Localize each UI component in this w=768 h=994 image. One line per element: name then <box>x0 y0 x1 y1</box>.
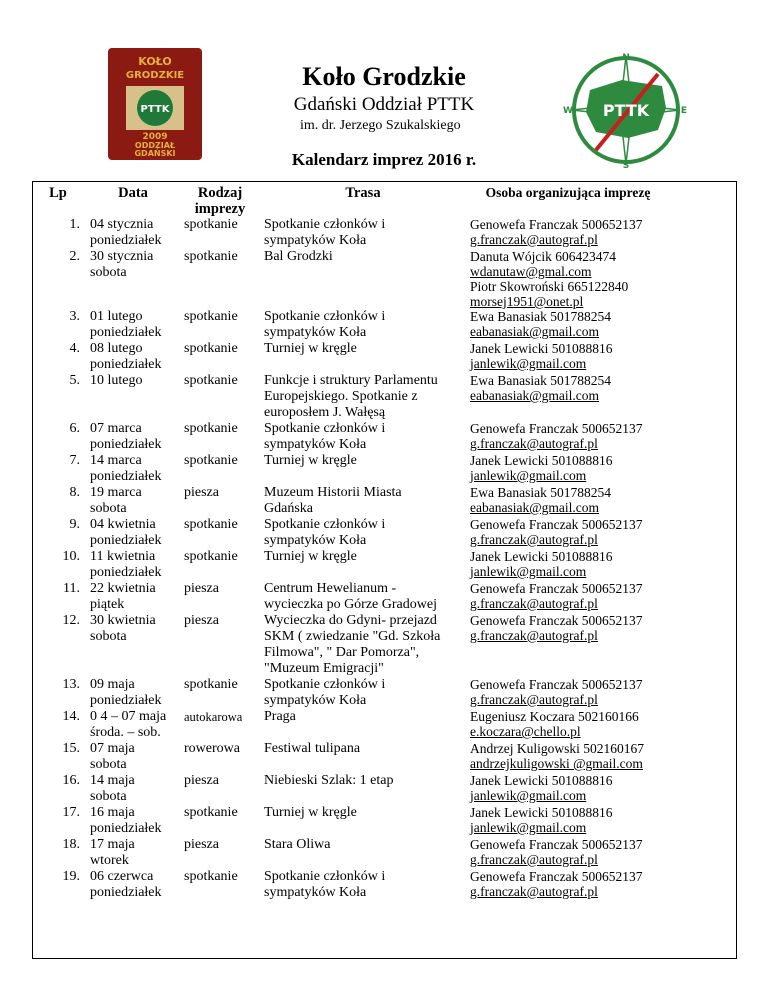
cell-osoba <box>466 309 670 341</box>
cell-data-line: 06 czerwca <box>90 869 154 884</box>
cell-data-line: sobota <box>90 501 127 516</box>
table-row <box>32 309 670 341</box>
cell-data <box>86 709 180 741</box>
cell-data-line: 16 maja <box>90 805 135 820</box>
cell-data <box>86 249 180 309</box>
cell-data-line: 19 marca <box>90 485 142 500</box>
cell-trasa-line: Festiwal tulipana <box>264 741 361 756</box>
cell-lp: 7. <box>69 453 80 468</box>
table-row <box>32 421 670 453</box>
cell-osoba-name: Ewa Banasiak 501788254 <box>470 485 611 500</box>
cell-trasa-line: sympatyków Koła <box>264 325 367 340</box>
cell-rodzaj: spotkanie <box>184 517 238 532</box>
email-link[interactable]: eabanasiak@gmail.com <box>470 388 600 403</box>
table-row <box>32 869 670 901</box>
table-row <box>32 613 670 677</box>
cell-data-line: 09 maja <box>90 677 135 692</box>
cell-data <box>86 741 180 773</box>
cell-osoba-name: Piotr Skowroński 665122840 <box>470 279 629 294</box>
cell-lp: 8. <box>69 485 80 500</box>
cell-osoba-name: Janek Lewicki 501088816 <box>470 773 613 788</box>
cell-trasa-line: Turniej w kręgle <box>264 549 357 564</box>
cell-trasa <box>260 837 466 869</box>
logo-left-year: 2009 <box>142 132 168 142</box>
cell-osoba-name: Genowefa Franczak 500652137 <box>470 581 643 596</box>
cell-rodzaj: spotkanie <box>184 805 238 820</box>
cell-osoba-name: Genowefa Franczak 500652137 <box>470 677 643 692</box>
cell-trasa <box>260 741 466 773</box>
cell-data <box>86 421 180 453</box>
cell-data-line: 07 maja <box>90 741 135 756</box>
cell-trasa-line: Praga <box>264 709 296 724</box>
page-subtitle-patron: im. dr. Jerzego Szukalskiego <box>300 118 461 133</box>
email-link[interactable]: g.franczak@autograf.pl <box>470 692 598 707</box>
cell-trasa <box>260 421 466 453</box>
email-link[interactable]: e.koczara@chello.pl <box>470 724 581 739</box>
cell-data-line: sobota <box>90 757 127 772</box>
cell-lp: 19. <box>62 869 80 884</box>
cell-rodzaj: spotkanie <box>184 217 238 232</box>
cell-rodzaj: spotkanie <box>184 341 238 356</box>
cell-data-line: poniedziałek <box>90 469 162 484</box>
cell-osoba <box>466 837 670 869</box>
cell-trasa-line: Bal Grodzki <box>264 249 333 264</box>
header-osoba: Osoba organizująca imprezę <box>485 185 651 200</box>
cell-data-line: 10 lutego <box>90 373 143 388</box>
cell-data-line: 01 lutego <box>90 309 143 324</box>
cell-rodzaj: rowerowa <box>184 741 240 756</box>
cell-osoba <box>466 341 670 373</box>
cell-data <box>86 677 180 709</box>
table-row <box>32 517 670 549</box>
cell-data <box>86 773 180 805</box>
cell-osoba-name: Genowefa Franczak 500652137 <box>470 217 643 232</box>
cell-lp: 4. <box>69 341 80 356</box>
compass-n: N <box>622 53 630 63</box>
cell-data-line: sobota <box>90 789 127 804</box>
cell-trasa-line: Funkcje i struktury Parlamentu <box>264 373 438 388</box>
cell-trasa <box>260 805 466 837</box>
cell-osoba-name: Andrzej Kuligowski 502160167 <box>470 741 644 756</box>
cell-data-line: 30 kwietnia <box>90 613 156 628</box>
cell-lp: 10. <box>62 549 80 564</box>
table-row <box>32 581 670 613</box>
cell-rodzaj: spotkanie <box>184 453 238 468</box>
cell-trasa-line: Turniej w kręgle <box>264 805 357 820</box>
cell-osoba-name: Eugeniusz Koczara 502160166 <box>470 709 639 724</box>
email-link[interactable]: g.franczak@autograf.pl <box>470 852 598 867</box>
cell-data <box>86 581 180 613</box>
cell-trasa-line: Spotkanie członków i <box>264 677 386 692</box>
cell-osoba <box>466 581 670 613</box>
email-link[interactable]: janlewik@gmail.com <box>470 564 587 579</box>
cell-data-line: poniedziałek <box>90 693 162 708</box>
table-row <box>32 773 670 805</box>
cell-osoba-name: Janek Lewicki 501088816 <box>470 549 613 564</box>
cell-data-line: 04 stycznia <box>90 217 154 232</box>
email-link[interactable]: eabanasiak@gmail.com <box>470 324 600 339</box>
document-header <box>0 0 768 180</box>
cell-lp: 11. <box>63 581 80 596</box>
cell-trasa-line: Spotkanie członków i <box>264 421 386 436</box>
table-row <box>32 837 670 869</box>
header-rodzaj: Rodzaj imprezy <box>194 185 246 217</box>
cell-data-line: wtorek <box>90 853 129 868</box>
cell-data-line: poniedziałek <box>90 437 162 452</box>
table-row <box>32 805 670 837</box>
cell-trasa-line: Filmowa", " Dar Pomorza", <box>264 645 420 660</box>
table-row <box>32 249 670 309</box>
cell-osoba <box>466 709 670 741</box>
header-data: Data <box>118 185 148 201</box>
cell-osoba-name: Ewa Banasiak 501788254 <box>470 373 611 388</box>
cell-data-line: sobota <box>90 265 127 280</box>
email-link[interactable]: eabanasiak@gmail.com <box>470 500 600 515</box>
cell-trasa-line: europosłem J. Wałęsą <box>264 405 386 420</box>
cell-osoba-name: Genowefa Franczak 500652137 <box>470 869 643 884</box>
logo-left-line4: GDAŃSKI <box>134 149 176 158</box>
cell-trasa <box>260 869 466 901</box>
cell-trasa <box>260 517 466 549</box>
cell-rodzaj: spotkanie <box>184 309 238 324</box>
cell-rodzaj: spotkanie <box>184 549 238 564</box>
header-lp: Lp <box>49 185 67 201</box>
cell-trasa <box>260 485 466 517</box>
cell-data-line: 04 kwietnia <box>90 517 156 532</box>
cell-lp: 5. <box>69 373 80 388</box>
cell-data-line: 30 stycznia <box>90 249 154 264</box>
cell-data <box>86 309 180 341</box>
cell-osoba <box>466 741 670 773</box>
header-trasa: Trasa <box>345 185 381 201</box>
cell-trasa <box>260 773 466 805</box>
cell-osoba-name: Genowefa Franczak 500652137 <box>470 613 643 628</box>
cell-rodzaj: piesza <box>184 837 219 852</box>
email-link[interactable]: andrzejkuligowski @gmail.com <box>470 756 643 771</box>
cell-data <box>86 805 180 837</box>
cell-data-line: poniedziałek <box>90 565 162 580</box>
cell-trasa <box>260 341 466 373</box>
cell-trasa-line: Wycieczka do Gdyni- przejazd <box>264 613 437 628</box>
cell-rodzaj: piesza <box>184 485 219 500</box>
cell-osoba <box>466 805 670 837</box>
cell-trasa <box>260 373 466 421</box>
cell-lp: 13. <box>62 677 80 692</box>
cell-lp: 3. <box>69 309 80 324</box>
cell-osoba <box>466 373 670 421</box>
cell-osoba <box>466 869 670 901</box>
email-link[interactable]: g.franczak@autograf.pl <box>470 628 598 643</box>
cell-osoba-name: Janek Lewicki 501088816 <box>470 341 613 356</box>
compass-s: S <box>622 161 630 170</box>
cell-rodzaj: spotkanie <box>184 249 238 264</box>
cell-data-line: poniedziałek <box>90 325 162 340</box>
table-body <box>32 217 670 901</box>
cell-trasa <box>260 709 466 741</box>
cell-osoba <box>466 249 670 309</box>
cell-trasa <box>260 613 466 677</box>
table-row <box>32 373 670 421</box>
table-row <box>32 549 670 581</box>
cell-trasa-line: Turniej w kręgle <box>264 341 357 356</box>
cell-trasa-line: "Muzeum Emigracji" <box>264 661 384 676</box>
email-link[interactable]: g.franczak@autograf.pl <box>470 532 598 547</box>
cell-data <box>86 453 180 485</box>
cell-trasa-line: Muzeum Historii Miasta <box>264 485 402 500</box>
cell-data <box>86 341 180 373</box>
cell-data-line: piątek <box>90 597 125 612</box>
cell-osoba <box>466 485 670 517</box>
cell-osoba-name: Janek Lewicki 501088816 <box>470 805 613 820</box>
cell-data <box>86 517 180 549</box>
cell-rodzaj: autokarowa <box>184 710 243 724</box>
cell-data-line: 14 maja <box>90 773 135 788</box>
cell-osoba-name: Ewa Banasiak 501788254 <box>470 309 611 324</box>
logo-left-line2: GRODZKIE <box>125 70 185 81</box>
cell-lp: 1. <box>69 217 80 232</box>
logo-left-line3: ODDZIAŁ <box>134 141 176 150</box>
cell-trasa-line: wycieczka po Górze Gradowej <box>264 597 437 612</box>
cell-data-line: poniedziałek <box>90 821 162 836</box>
cell-lp: 16. <box>62 773 80 788</box>
cell-osoba-name: Genowefa Franczak 500652137 <box>470 421 643 436</box>
calendar-title: Kalendarz imprez 2016 r. <box>291 150 477 169</box>
cell-data <box>86 549 180 581</box>
cell-trasa-line: sympatyków Koła <box>264 233 367 248</box>
cell-data-line: 07 marca <box>90 421 142 436</box>
email-link[interactable]: janlewik@gmail.com <box>470 788 587 803</box>
cell-data-line: poniedziałek <box>90 233 162 248</box>
table-row <box>32 709 670 741</box>
cell-osoba-name: Danuta Wójcik 606423474 <box>470 249 616 264</box>
email-link[interactable]: g.franczak@autograf.pl <box>470 232 598 247</box>
table-row <box>32 677 670 709</box>
cell-data-line: 14 marca <box>90 453 142 468</box>
cell-osoba <box>466 677 670 709</box>
page-subtitle: Gdański Oddział PTTK <box>293 94 475 115</box>
cell-trasa-line: sympatyków Koła <box>264 693 367 708</box>
cell-osoba <box>466 613 670 677</box>
cell-trasa <box>260 249 466 309</box>
cell-rodzaj: spotkanie <box>184 869 238 884</box>
email-link[interactable]: g.franczak@autograf.pl <box>470 884 598 899</box>
cell-trasa-line: SKM ( zwiedzanie "Gd. Szkoła <box>264 629 441 644</box>
cell-data-line: poniedziałek <box>90 533 162 548</box>
table-row <box>32 453 670 485</box>
cell-osoba <box>466 453 670 485</box>
logo-left-badge: PTTK <box>140 104 170 115</box>
table-header-row <box>32 181 670 217</box>
email-link[interactable]: wdanutaw@gmal.com <box>470 264 592 279</box>
cell-lp: 12. <box>62 613 80 628</box>
page-title: Koło Grodzkie <box>302 62 466 91</box>
cell-trasa-line: sympatyków Koła <box>264 885 367 900</box>
cell-trasa-line: Spotkanie członków i <box>264 309 386 324</box>
cell-trasa-line: Gdańska <box>264 501 313 516</box>
cell-lp: 2. <box>69 249 80 264</box>
cell-trasa-line: Turniej w kręgle <box>264 453 357 468</box>
cell-data-line: 0 4 – 07 maja <box>90 709 167 724</box>
cell-rodzaj: spotkanie <box>184 677 238 692</box>
cell-osoba <box>466 549 670 581</box>
cell-trasa-line: Spotkanie członków i <box>264 217 386 232</box>
cell-lp: 15. <box>62 741 80 756</box>
cell-data-line: poniedziałek <box>90 357 162 372</box>
logo-right-badge: PTTK <box>602 101 650 120</box>
email-link[interactable]: g.franczak@autograf.pl <box>470 436 598 451</box>
cell-data-line: 22 kwietnia <box>90 581 156 596</box>
cell-rodzaj: spotkanie <box>184 421 238 436</box>
cell-trasa-line: sympatyków Koła <box>264 437 367 452</box>
cell-lp: 18. <box>62 837 80 852</box>
cell-osoba <box>466 421 670 453</box>
events-table <box>32 181 670 901</box>
table-row <box>32 217 670 249</box>
cell-data <box>86 837 180 869</box>
cell-data-line: poniedziałek <box>90 885 162 900</box>
cell-data <box>86 869 180 901</box>
cell-data <box>86 217 180 249</box>
cell-trasa-line: Europejskiego. Spotkanie z <box>264 389 418 404</box>
cell-data <box>86 485 180 517</box>
table-row <box>32 485 670 517</box>
email-link[interactable]: g.franczak@autograf.pl <box>470 596 598 611</box>
email-link[interactable]: janlewik@gmail.com <box>470 356 587 371</box>
cell-trasa <box>260 217 466 249</box>
cell-rodzaj: piesza <box>184 613 219 628</box>
cell-data-line: 17 maja <box>90 837 135 852</box>
cell-trasa <box>260 549 466 581</box>
cell-osoba <box>466 773 670 805</box>
cell-osoba-name: Janek Lewicki 501088816 <box>470 453 613 468</box>
cell-trasa-line: Centrum Hewelianum - <box>264 581 397 596</box>
cell-data-line: sobota <box>90 629 127 644</box>
email-link[interactable]: morsej1951@onet.pl <box>470 294 584 309</box>
cell-trasa <box>260 677 466 709</box>
cell-osoba-name: Genowefa Franczak 500652137 <box>470 837 643 852</box>
cell-data-line: środa. – sob. <box>90 725 161 740</box>
logo-left-line1: KOŁO <box>138 55 172 68</box>
cell-osoba <box>466 517 670 549</box>
cell-data-line: 08 lutego <box>90 341 143 356</box>
cell-lp: 17. <box>62 805 80 820</box>
cell-lp: 9. <box>69 517 80 532</box>
cell-trasa-line: Spotkanie członków i <box>264 869 386 884</box>
cell-trasa-line: Niebieski Szlak: 1 etap <box>264 773 394 788</box>
cell-data <box>86 613 180 677</box>
cell-osoba <box>466 217 670 249</box>
cell-rodzaj: spotkanie <box>184 373 238 388</box>
email-link[interactable]: janlewik@gmail.com <box>470 820 587 835</box>
cell-osoba-name: Genowefa Franczak 500652137 <box>470 517 643 532</box>
compass-w: W <box>563 106 573 116</box>
cell-lp: 14. <box>62 709 80 724</box>
cell-trasa <box>260 453 466 485</box>
cell-rodzaj: piesza <box>184 581 219 596</box>
table-row <box>32 741 670 773</box>
cell-rodzaj: piesza <box>184 773 219 788</box>
email-link[interactable]: janlewik@gmail.com <box>470 468 587 483</box>
cell-trasa-line: sympatyków Koła <box>264 533 367 548</box>
cell-trasa <box>260 309 466 341</box>
cell-trasa <box>260 581 466 613</box>
cell-trasa-line: Spotkanie członków i <box>264 517 386 532</box>
cell-lp: 6. <box>69 421 80 436</box>
cell-data-line: 11 kwietnia <box>90 549 156 564</box>
cell-data <box>86 373 180 421</box>
cell-trasa-line: Stara Oliwa <box>264 837 331 852</box>
compass-e: E <box>680 106 688 116</box>
table-row <box>32 341 670 373</box>
